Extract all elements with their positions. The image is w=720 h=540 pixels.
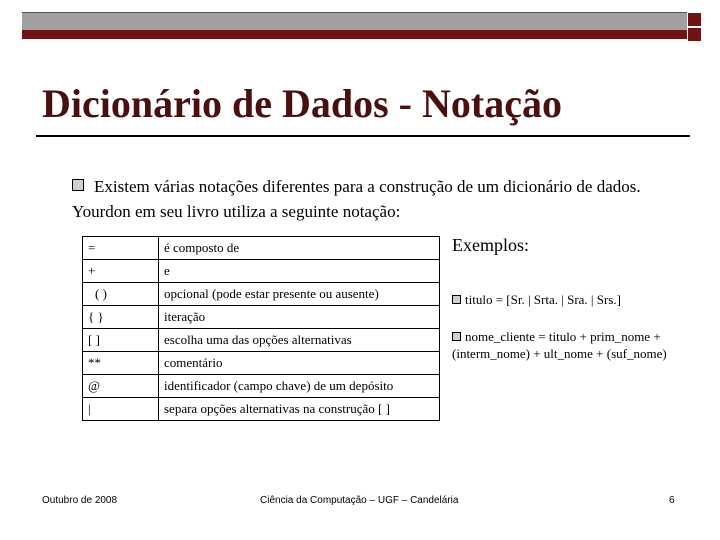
- notation-symbol: **: [83, 352, 159, 375]
- table-row: [83, 329, 440, 352]
- notation-symbol: [ ]: [83, 329, 159, 352]
- notation-symbol: =: [83, 237, 159, 260]
- table-row: [83, 283, 440, 306]
- intro-text: Existem várias notações diferentes para a construção de um dicionário de dados. Yourdon em seu livro utiliza a seguinte notação:: [72, 177, 641, 221]
- notation-meaning: identificador (campo chave) de um depósito: [159, 375, 440, 398]
- footer-date: Outubro de 2008: [42, 495, 118, 506]
- example-item: [452, 328, 710, 362]
- square-bullet-icon: [452, 332, 461, 341]
- notation-meaning: separa opções alternativas na construção [ ]: [159, 398, 440, 421]
- notation-meaning: comentário: [159, 352, 440, 375]
- corner-square-top: [687, 12, 702, 27]
- notation-symbol: +: [83, 260, 159, 283]
- title-divider: [36, 135, 690, 137]
- table-row: [83, 260, 440, 283]
- square-bullet-icon: [72, 179, 84, 191]
- notation-symbol: @: [83, 375, 159, 398]
- notation-symbol: ( ): [83, 283, 159, 306]
- top-decorative-bar: [22, 12, 687, 32]
- notation-symbol: { }: [83, 306, 159, 329]
- notation-meaning: iteração: [159, 306, 440, 329]
- corner-square-bottom: [687, 27, 702, 42]
- table-row: [83, 352, 440, 375]
- footer-page-number: 6: [669, 495, 675, 506]
- top-accent-bar: [22, 30, 687, 39]
- example-text: nome_cliente = titulo + prim_nome + (interm_nome) + ult_nome + (suf_nome): [452, 329, 667, 361]
- notation-symbol: |: [83, 398, 159, 421]
- notation-meaning: escolha uma das opções alternativas: [159, 329, 440, 352]
- notation-meaning: é composto de: [159, 237, 440, 260]
- notation-meaning: e: [159, 260, 440, 283]
- square-bullet-icon: [452, 295, 461, 304]
- example-item: [452, 292, 702, 308]
- footer-course: Ciência da Computação – UGF – Candelária: [260, 495, 459, 506]
- example-text: titulo = [Sr. | Srta. | Sra. | Srs.]: [465, 292, 621, 307]
- slide-title: Dicionário de Dados - Notação: [42, 81, 562, 126]
- table-row: [83, 237, 440, 260]
- table-row: [83, 306, 440, 329]
- notation-table: [82, 236, 440, 421]
- notation-meaning: opcional (pode estar presente ou ausente): [159, 283, 440, 306]
- table-row: [83, 398, 440, 421]
- examples-heading: Exemplos:: [452, 235, 529, 255]
- intro-paragraph: [72, 174, 692, 224]
- table-row: [83, 375, 440, 398]
